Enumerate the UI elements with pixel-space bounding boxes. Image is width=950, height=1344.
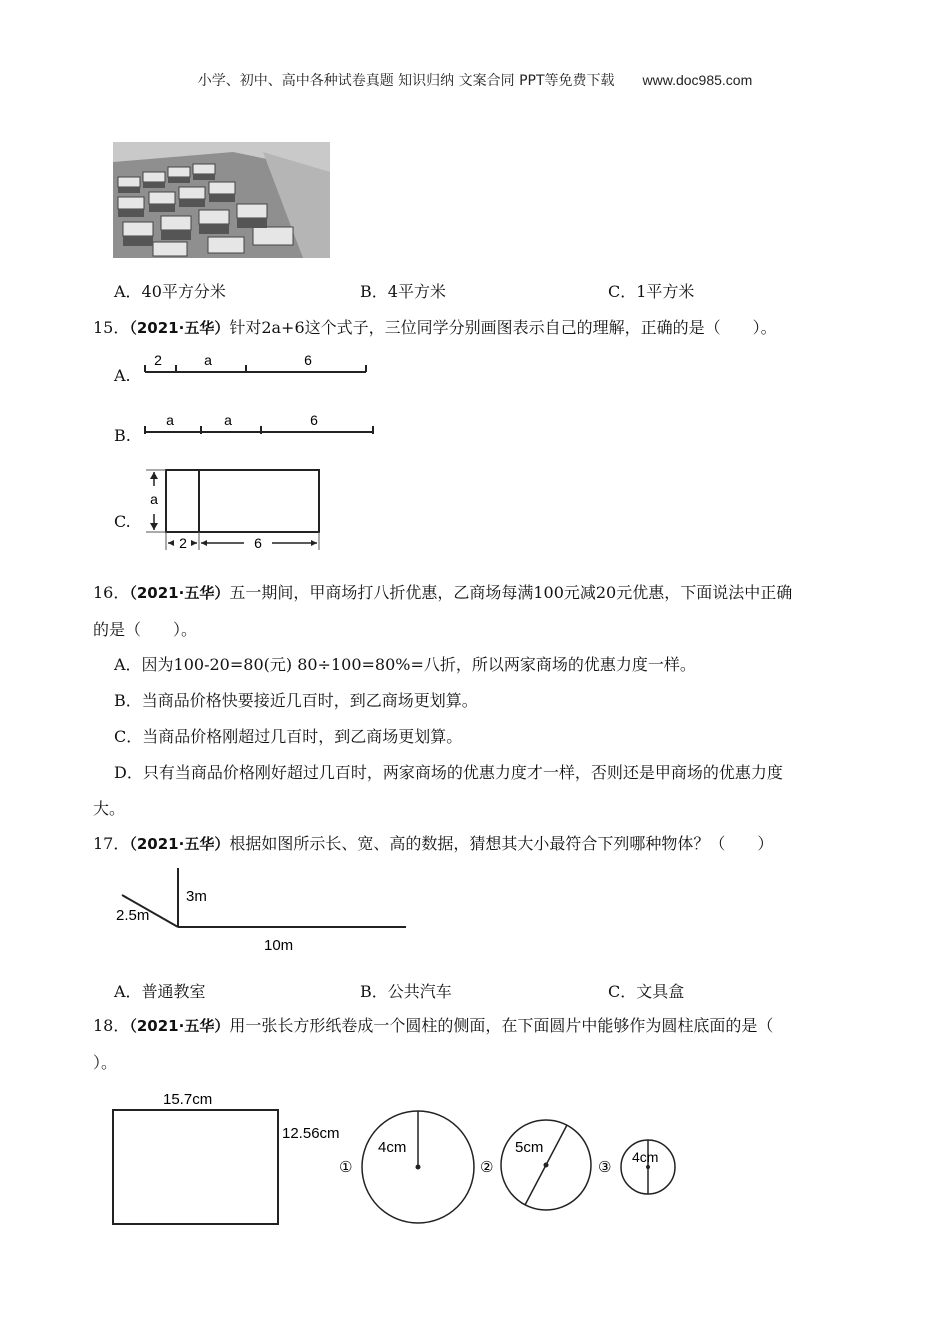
q17-label-width: 2.5m: [116, 907, 150, 924]
q16-stem-line2: 的是（ ）。: [93, 620, 198, 639]
q15b-label-a2: a: [224, 412, 232, 428]
q16-option-d-line2[interactable]: 大。: [93, 799, 126, 818]
q18-circle2-diameter: 5cm: [515, 1139, 544, 1156]
q17-option-b[interactable]: B．公共汽车: [360, 982, 452, 1001]
q15b-label-6: 6: [310, 412, 318, 428]
q15-source: （2021·五华）: [129, 319, 230, 337]
q15-label-b[interactable]: B.: [114, 426, 131, 445]
q16-option-b[interactable]: B．当商品价格快要接近几百时，到乙商场更划算。: [114, 691, 478, 710]
q16-option-c[interactable]: C．当商品价格刚超过几百时，到乙商场更划算。: [114, 727, 463, 746]
q15c-label-2: 2: [179, 535, 187, 551]
q15a-label-6: 6: [304, 352, 312, 368]
q18-label-circle3: ③: [598, 1159, 612, 1176]
q18-source: （2021·五华）: [129, 1017, 230, 1035]
q15-figure-b: [140, 410, 380, 442]
classroom-photo-drawing: [113, 142, 330, 258]
q17-label-height: 3m: [186, 888, 207, 905]
q17-option-a[interactable]: A．普通教室: [114, 982, 206, 1001]
page-header: [0, 70, 950, 90]
q18-label-circle1: ①: [339, 1159, 353, 1176]
q15a-label-a: a: [204, 352, 212, 368]
q14-option-a[interactable]: A．40平方分米: [114, 282, 226, 301]
q18-stem-line1: [93, 1016, 773, 1036]
q18-label-width: 12.56cm: [282, 1125, 340, 1142]
q15c-label-6: 6: [254, 535, 262, 551]
q16-text: 五一期间，甲商场打八折优惠，乙商场每满100元减20元优惠，下面说法中正确: [229, 583, 793, 602]
q17-source: （2021·五华）: [129, 835, 230, 853]
q16-number: 16．: [93, 583, 130, 602]
q18-circle1-radius: 4cm: [378, 1139, 407, 1156]
q14-option-c[interactable]: C．1平方米: [608, 282, 695, 301]
q16-stem-line1: [93, 583, 792, 603]
q15-stem: [93, 318, 777, 338]
q17-label-length: 10m: [264, 937, 294, 954]
q17-stem: [93, 834, 773, 854]
q15b-label-a1: a: [166, 412, 174, 428]
q18-circle3-diameter: 4cm: [632, 1149, 659, 1165]
classroom-photo: [113, 142, 330, 258]
header-site: www.doc985.com: [642, 72, 753, 88]
q15c-label-a: a: [150, 491, 158, 507]
q16-option-d-line1[interactable]: D．只有当商品价格刚好超过几百时，两家商场的优惠力度才一样，否则还是甲商场的优惠力度: [114, 763, 783, 782]
q16-option-a[interactable]: A．因为100-20=80(元) 80÷100=80%=八折，所以两家商场的优惠力度一样。: [114, 655, 696, 674]
q15-label-c[interactable]: C.: [114, 512, 131, 531]
header-text: 小学、初中、高中各种试卷真题 知识归纳 文案合同 PPT等免费下载: [197, 73, 615, 89]
q15a-label-2: 2: [154, 352, 162, 368]
q15-figure-c: [140, 462, 330, 554]
q14-option-b[interactable]: B．4平方米: [360, 282, 446, 301]
q15-figure-a: [140, 350, 375, 382]
q18-text: 用一张长方形纸卷成一个圆柱的侧面，在下面圆片中能够作为圆柱底面的是（: [229, 1016, 774, 1035]
q18-figure: [108, 1086, 688, 1231]
q17-dimension-figure: [112, 858, 412, 958]
q15-text: 针对2a+6这个式子，三位同学分别画图表示自己的理解，正确的是（ ）。: [229, 318, 777, 337]
q17-number: 17．: [93, 834, 130, 853]
q18-stem-line2: ）。: [93, 1053, 118, 1072]
q17-option-c[interactable]: C．文具盒: [608, 982, 685, 1001]
q16-source: （2021·五华）: [129, 584, 230, 602]
q15-label-a[interactable]: A.: [114, 366, 131, 385]
q18-label-length: 15.7cm: [163, 1091, 213, 1108]
q17-text: 根据如图所示长、宽、高的数据，猜想其大小最符合下列哪种物体？（ ）: [229, 834, 774, 853]
q15-number: 15．: [93, 318, 130, 337]
q18-number: 18．: [93, 1016, 130, 1035]
q18-label-circle2: ②: [480, 1159, 494, 1176]
